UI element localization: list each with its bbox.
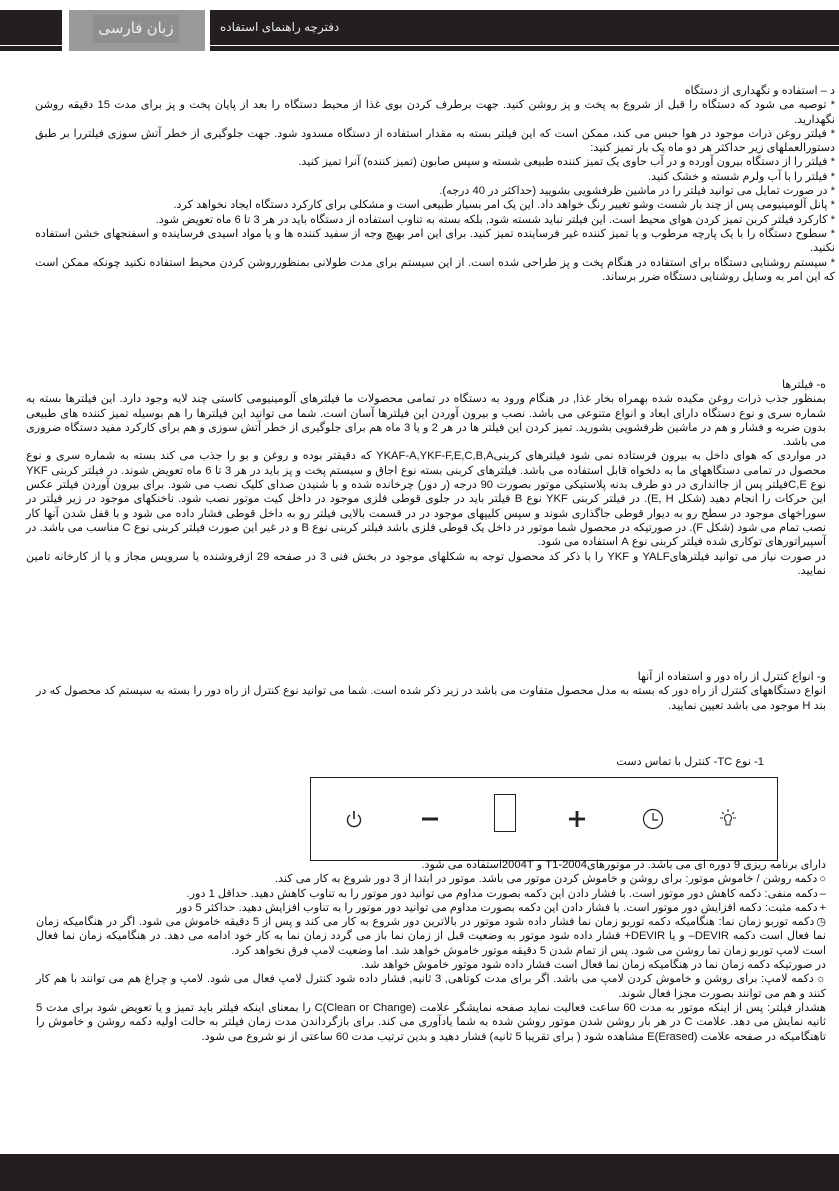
tc-item-text: دکمه لامپ: برای روشن و خاموش کردن لامپ می باشد. اگر برای مدت کوتاهی, 3 ثانیه, فشار داده شود کنترل لامپ فعال می شود. لامپ و چراغ هم می توانند با هم کار کنند و هم می توانند بصورت مجزا فعال شوند.	[36, 973, 826, 1000]
tc-item-text: دکمه مثبت: دکمه افزایش دور موتور است. با فشار دادن این دکمه بصورت مداوم می توانید دور موتور را به تناوب افزایش دهید. حداکثر 5 دور	[176, 901, 818, 914]
display-window	[494, 794, 516, 832]
paragraph: * فیلتر را از دستگاه بیرون آورده و در آب حاوی یک تمیز کننده طبیعی شسته و سپس صابون (تمیز کننده) آنرا تمیز کنید.	[298, 156, 835, 169]
section-usage-maintenance	[35, 84, 835, 284]
header-left-bar	[0, 10, 62, 45]
section-heading: د – استفاده و نگهداری از دستگاه	[684, 85, 835, 97]
power-bullet-icon: ○	[819, 873, 826, 886]
language-tab	[69, 10, 205, 51]
touch-control-panel	[310, 777, 778, 861]
plus-bullet-icon: +	[819, 901, 826, 914]
tc-item-power	[36, 872, 826, 886]
paragraph: * فیلتر روغن ذرات موجود در هوا حبس می کند، ممکن است که این فیلتر بسته به مقدار استفاده از دستگاه مسدود شود. جهت جلوگیری از خطر آتش سوزی فیلتررا بر طبق دستورالعملهای زیر حداکثر هر دو ماه یک بار تمیز کنید:	[35, 127, 835, 155]
paragraph: در مواردی که هوای داخل به بیرون فرستاده نمی شود فیلترهای کربنیYKAF-A,YKF-F,E,C,B,A که دقیقتر بوده و روغن و بو را جذب می کند بسته به شماره سری و نوع محصول در تمامی دستگاههای ما به دلخواه قابل استفاده می باشد. فیلترهای کربنی بسته نوع اجاق و سیستم پخت و پز باید در هر 3 تا 6 ماه تعویض شوند. در فیلتر کربنی YKF نوع C,Eفیلتر پس از جاانداری در دو طرف بدنه پلاستیکی موتور بصورت 90 درجه (ر دور) چرخانده شده و با شنیدن صدای کلیک نصب می شود. برای بیرون آوردن فیلتر عکس این حرکات را انجام دهید (شکل E, H). در فیلتر کربنی YKF نوع B فیلتر باید در جلوی قوطی فلزی موجود در داخل کیت موتور نصب شود. ناخنکهای موجود در زیر فیلتر در سوراخهای موجود در سطح رو به دیوار قوطی جاگذاری شوند و سپس کلیپهای موجود در در قسمت بالایی فیلتر رو به داخل قوطی فشار داده می شود و با قفل شدن آنها کار نصب تمام می شود (شکل F). در صورتیکه در محصول شما موتور در داخل یک قوطی فلزی باشد فیلتر کربنی نوع B و در غیر این صورت فیلتر کربنی نوع C مناسب می باشد. در آسپیراتورهای توکاری شده فیلتر کربنی نوع A استفاده می شود.	[26, 450, 826, 549]
header-underline	[210, 46, 839, 51]
header-title-bar	[210, 10, 839, 45]
section-remote-controls	[36, 670, 826, 713]
touch-control-title: 1- نوع TC- کنترل با تماس دست	[616, 756, 764, 768]
section-heading: ه- فیلترها	[782, 379, 826, 391]
minus-icon	[416, 805, 444, 833]
paragraph: در صورت نیاز می توانید فیلترهایYALF و YKF را با ذکر کد محصول توجه به شکلهای موجود در بخش فنی 3 در صفحه 29 ازفروشنده یا سرویس مجاز و یا از کارخانه تامین نمایید.	[26, 550, 827, 577]
header-left-underline	[0, 46, 62, 51]
tc-item-timer	[36, 915, 826, 958]
tc-item-text: دکمه روشن / خاموش موتور: برای روشن و خاموش کردن موتور می باشد. موتور در ابتدا از 3 دور شروع به کار می کند.	[274, 873, 818, 886]
paragraph: بمنظور جذب ذرات روغن مکیده شده بهمراه بخار غذا, در هنگام ورود به دستگاه در تمامی محصولات ما فیلترهای آلومینیومی کاستی چند لایه وجود دارد. این فیلترها بسته به شماره سری و نوع دستگاه دارای ابعاد و انواع متنوعی می باشد. نصب و بیرون آوردن این فیلترها آسان است. شما می توانید این فیلترها را هم بوسیله تمیز کننده های طبیعی بدون ضربه و فشار و هم در ماشین ظرفشویی بشورید. تمیز کردن این فیلتر ها در هر 2 و یا 3 ماه هم برای جلوگیری از خطر آتش سوزی و هم برای کارکرد مفید دستگاه ضروری می باشد.	[26, 393, 827, 449]
manual-title: دفترچه راهنمای استفاده	[220, 20, 340, 34]
paragraph: * سطوح دستگاه را با یک پارچه مرطوب و یا تمیز کننده غیر فرساینده تمیز کنید. برای این امر بهیچ وجه از سفید کننده ها و یا مواد اسیدی فرساینده و اسفنجهای خشن استفاده نکنید.	[35, 227, 835, 255]
paragraph: * پانل آلومینیومی پس از چند بار شست وشو تغییر رنگ خواهد داد. این یک امر بسیار طبیعی است و مشکلی برای کارکرد دستگاه ایجاد نخواهد کرد.	[173, 199, 835, 212]
footer-bar	[0, 1154, 839, 1191]
paragraph: * توصیه می شود که دستگاه را قبل از شروع به پخت و پز روشن کنید. جهت برطرف کردن بوی غذا از محیط دستگاه را بعد از پایان پخت و پز برای مدت 15 دقیقه روشن نگهدارید.	[35, 99, 835, 126]
light-bullet-icon: ☼	[815, 973, 826, 986]
language-label: زبان فارسی	[93, 15, 179, 43]
section-heading: و- انواع کنترل از راه دور و استفاده از آنها	[637, 671, 826, 683]
minus-bullet-icon: –	[819, 887, 826, 900]
paragraph: * سیستم روشنایی دستگاه برای استفاده در هنگام پخت و پز طراحی شده است. از این سیستم برای مدت طولانی بمنظورروشن کردن محیط استفاده نکنید چونکه ممکن است که این امر به وسایل روشنایی دستگاه ضرر برساند.	[35, 256, 835, 283]
tc-item-minus	[36, 887, 826, 901]
power-icon	[340, 805, 368, 833]
plus-icon	[563, 805, 591, 833]
light-bulb-icon	[714, 805, 742, 833]
timer-bullet-icon: ◷	[816, 916, 826, 929]
section-touch-control-description	[36, 858, 826, 1044]
tc-item-text: دکمه منفی: دکمه کاهش دور موتور است. با فشار دادن این دکمه بصورت مداوم می توانید دور موتور را به تناوب کاهش دهید. حداقل 1 دور.	[186, 887, 818, 900]
paragraph: * کارکرد فیلتر کربن تمیز کردن هوای محیط است. این فیلتر نباید شسته شود, بلکه بسته به تناوب استفاده از دستگاه باید در هر 3 تا 6 ماه تعویض شود.	[155, 213, 835, 226]
section-filters	[26, 378, 826, 578]
tc-item-text: دکمه توربو زمان نما: هنگامیکه دکمه توربو زمان نما فشار داده شود موتور در بالاترین دور شروع به کار می کند و پس از 5 دقیقه خاموش می شود. اگر در هنگامیکه زمان نما فعال است دکمه DEVIR– و یا DEVIR+ فشار داده شود موتور به وضعیت قبل از زمان نما باز می گردد زمان نما به کار خود ادامه می دهد. در هنگامیکه زمان نما فعال است لامپ توربو زمان نما روشن می شود. پس از تمام شدن 5 دقیقه موتور خاموش خواهد شد. اما وضعیت لامپ فرق نخواهد کرد.	[36, 916, 826, 957]
paragraph: * فیلتر را با آب ولرم شسته و خشک کنید.	[648, 170, 835, 183]
tc-item-filter-warning	[36, 1001, 826, 1044]
tc-intro: دارای برنامه ریزی 9 دوره ای می باشد. در موتورهایT1-2004 و 2004Tاستفاده می شود.	[421, 859, 826, 871]
tc-item-plus	[36, 901, 826, 915]
paragraph: انواع دستگاههای کنترل از راه دور که بسته به مدل محصول متفاوت می باشد در زیر ذکر شده است. شما می توانید نوع کنترل از راه دور را بسته به سیستم کد محصول که در بند H موجود می باشد تعیین نمایید.	[36, 685, 826, 712]
tc-item-timer-off	[36, 958, 826, 972]
tc-item-text: در صورتیکه دکمه زمان نما در هنگامیکه زمان نما فعال است فشار داده شود موتور خاموش خواهد شد.	[361, 959, 826, 972]
tc-item-text: هشدار فیلتر: پس از اینکه موتور به مدت 60 ساعت فعالیت نماید صفحه نمایشگر علامت C(Clean or Change) را بمعنای اینکه فیلتر باید تمیز و یا تعویض شود برای مدت 5 ثانیه نمایش می دهد. علامت C در هر بار روشن شدن موتور روشن شده به شما یادآوری می کند. برای بازگرداندن مدت زمان فیلتر به حالت اولیه دکمه روشن و خاموش را تاهنگامیکه در صفحه علامت E(Erased) مشاهده شود ( برای تقریبا 5 ثانیه) فشار دهید و بدین ترتیب مدت 60 ساعتی از نو شروع می شود.	[36, 1001, 827, 1043]
timer-icon	[639, 805, 667, 833]
tc-item-light	[36, 972, 826, 1001]
paragraph: * در صورت تمایل می توانید فیلتر را در ماشین ظرفشویی بشویید (حداکثر در 40 درجه).	[439, 185, 835, 198]
